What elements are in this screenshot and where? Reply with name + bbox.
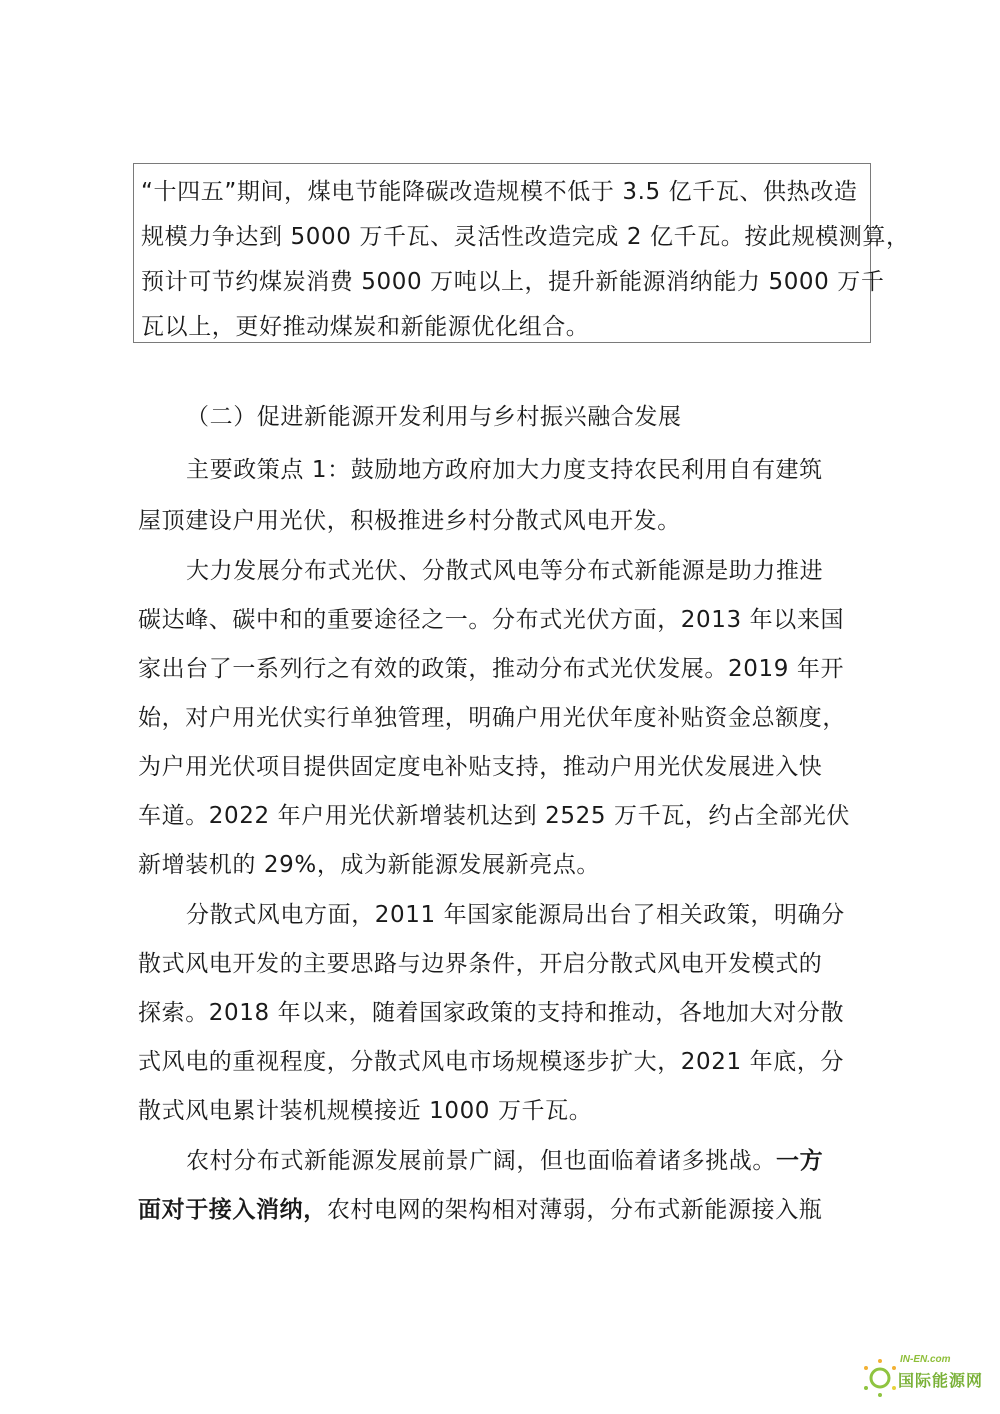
paragraph-line (138, 1196, 822, 1224)
logo-name: 国际能源网 (898, 1371, 984, 1390)
paragraph-line: 分散式风电方面，2011 年国家能源局出台了相关政策，明确分 (186, 902, 845, 928)
paragraph-line: 式风电的重视程度，分散式风电市场规模逐步扩大，2021 年底，分 (138, 1049, 845, 1075)
normal-text: 农村电网的架构相对薄弱，分布式新能源接入瓶 (326, 1197, 823, 1223)
paragraph-line: 始，对户用光伏实行单独管理，明确户用光伏年度补贴资金总额度， (138, 705, 846, 731)
sun-icon (862, 1358, 898, 1398)
bold-text: 面对于接入消纳， (138, 1197, 327, 1223)
paragraph-line (186, 1147, 823, 1175)
box-line: 预计可节约煤炭消费 5000 万吨以上，提升新能源消纳能力 5000 万千 (141, 269, 885, 295)
box-line: “十四五”期间，煤电节能降碳改造规模不低于 3.5 亿千瓦、供热改造 (141, 179, 858, 205)
normal-text: 农村分布式新能源发展前景广阔，但也面临着诸多挑战。 (186, 1148, 776, 1174)
paragraph-line: 新增装机的 29%，成为新能源发展新亮点。 (138, 852, 601, 878)
paragraph-line: 为户用光伏项目提供固定度电补贴支持，推动户用光伏发展进入快 (138, 754, 823, 780)
watermark-logo (862, 1350, 992, 1406)
bold-text: 一方 (776, 1148, 824, 1174)
paragraph-line: 探索。2018 年以来，随着国家政策的支持和推动，各地加大对分散 (138, 1000, 845, 1026)
paragraph-line: 散式风电累计装机规模接近 1000 万千瓦。 (138, 1098, 593, 1124)
policy-point-line: 主要政策点 1：鼓励地方政府加大力度支持农民利用自有建筑 (186, 457, 823, 483)
paragraph-line: 大力发展分布式光伏、分散式风电等分布式新能源是助力推进 (186, 558, 824, 584)
paragraph-line: 家出台了一系列行之有效的政策，推动分布式光伏发展。2019 年开 (138, 656, 845, 682)
paragraph-line: 散式风电开发的主要思路与边界条件，开启分散式风电开发模式的 (138, 951, 823, 977)
section-heading: （二）促进新能源开发利用与乡村振兴融合发展 (186, 404, 682, 430)
box-line: 瓦以上，更好推动煤炭和新能源优化组合。 (141, 314, 590, 340)
paragraph-line: 碳达峰、碳中和的重要途径之一。分布式光伏方面，2013 年以来国 (138, 607, 845, 633)
paragraph-line: 车道。2022 年户用光伏新增装机达到 2525 万千瓦，约占全部光伏 (138, 803, 850, 829)
box-line: 规模力争达到 5000 万千瓦、灵活性改造完成 2 亿千瓦。按此规模测算， (141, 224, 910, 250)
policy-point-line: 屋顶建设户用光伏，积极推进乡村分散式风电开发。 (138, 508, 681, 534)
highlight-box (133, 163, 910, 343)
logo-domain: IN-EN.com (900, 1354, 951, 1365)
